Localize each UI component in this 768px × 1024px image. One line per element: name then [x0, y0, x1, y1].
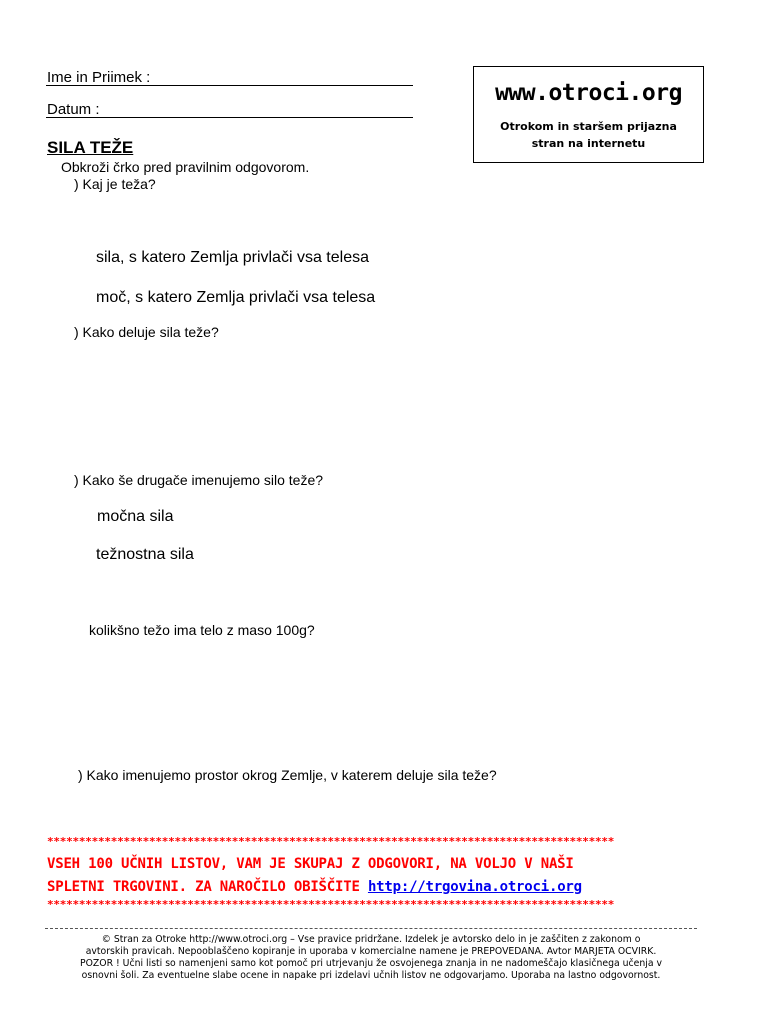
question-5: ) Kako imenujemo prostor okrog Zemlje, v katerem deluje sila teže?: [78, 767, 497, 783]
date-label: Datum :: [47, 101, 100, 118]
logo-tagline: [474, 118, 703, 152]
logo-url: www.otroci.org: [495, 80, 682, 106]
instruction: Obkroži črko pred pravilnim odgovorom.: [61, 159, 310, 175]
promo-line-2: [47, 879, 582, 895]
name-label: Ime in Priimek :: [47, 69, 151, 86]
question-3: ) Kako še drugače imenujemo silo teže?: [74, 472, 324, 488]
name-line[interactable]: [46, 85, 413, 86]
q1-option-2[interactable]: moč, s katero Zemlja privlači vsa telesa: [96, 289, 376, 306]
promo-stars-top: *****************************************************************************************: [47, 835, 615, 848]
question-1: ) Kaj je teža?: [74, 176, 156, 192]
q1-option-1[interactable]: sila, s katero Zemlja privlači vsa telesa: [96, 249, 369, 266]
question-4: kolikšno težo ima telo z maso 100g?: [89, 622, 315, 638]
date-line[interactable]: [46, 117, 413, 118]
question-2: ) Kako deluje sila teže?: [74, 324, 219, 340]
footer-line-3: POZOR ! Učni listi so namenjeni samo kot pomoč pri utrjevanju že osvojenega znanja in ne nadomeščajo klasičnega učenja v: [79, 958, 663, 969]
logo-tagline-line1: Otrokom in staršem prijazna: [500, 120, 677, 133]
footer-line-4: osnovni šoli. Za eventuelne slabe ocene in napake pri izdelavi učnih listov ne odgovarjamo. Uporaba na lastno odgovornost.: [81, 970, 661, 981]
q3-option-1[interactable]: močna sila: [97, 508, 174, 525]
promo-line-2-text: SPLETNI TRGOVINI. ZA NAROČILO OBIŠČITE: [47, 879, 360, 895]
footer-copyright: [45, 934, 697, 982]
footer-divider: [45, 928, 697, 929]
footer-line-2: avtorskih pravicah. Nepooblaščeno kopiranje in uporaba v komercialne namene je PREPOVEDANA. Avtor MARJETA OCVIRK.: [85, 946, 657, 957]
shop-link[interactable]: http://trgovina.otroci.org: [367, 879, 582, 895]
footer-line-1: © Stran za Otroke http://www.otroci.org – Vse pravice pridržane. Izdelek je avtorsko delo in je zaščiten z zakonom o: [101, 934, 641, 945]
q3-option-2[interactable]: težnostna sila: [96, 546, 194, 563]
worksheet-title: SILA TEŽE: [47, 138, 134, 157]
promo-line-1: VSEH 100 UČNIH LISTOV, VAM JE SKUPAJ Z ODGOVORI, NA VOLJO V NAŠI: [47, 856, 574, 872]
promo-stars-bottom: *****************************************************************************************: [47, 898, 615, 911]
site-logo-box: [473, 66, 704, 163]
logo-tagline-line2: stran na internetu: [531, 137, 646, 150]
